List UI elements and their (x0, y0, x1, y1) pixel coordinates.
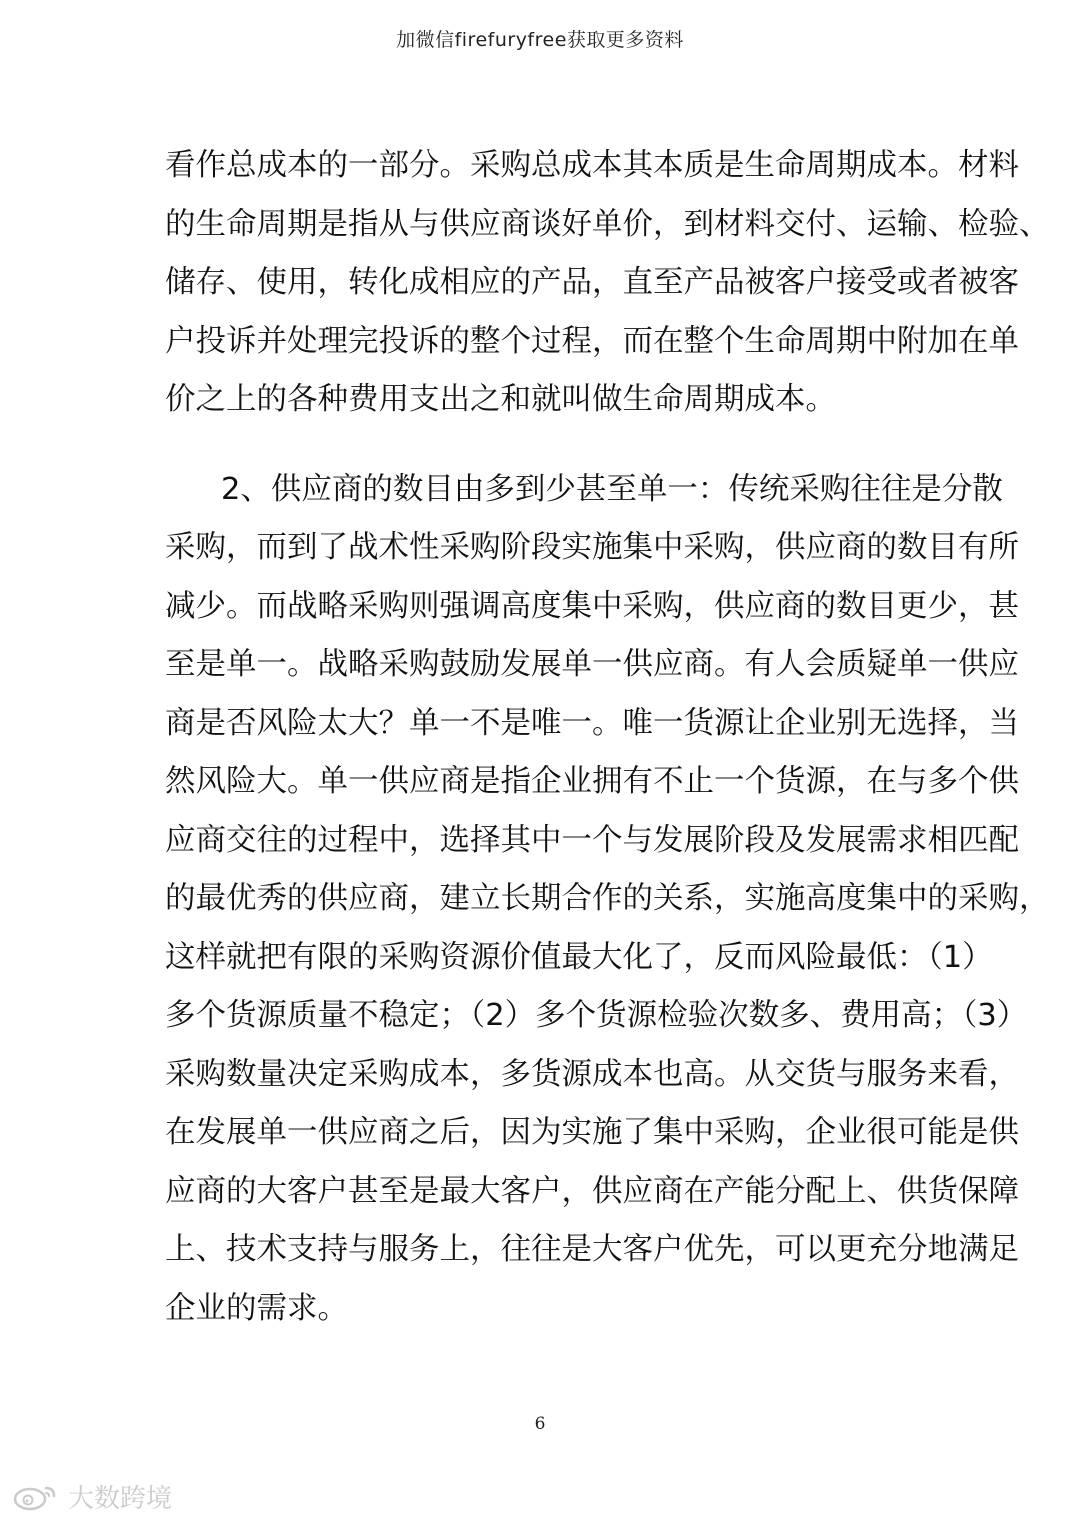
paragraph-2-line: 采购，而到了战术性采购阶段实施集中采购，供应商的数目有所 (165, 530, 1019, 565)
paragraph-1-line: 户投诉并处理完投诉的整个过程，而在整个生命周期中附加在单 (165, 323, 1019, 359)
watermark (12, 1478, 172, 1515)
paragraph-2-line: 2、供应商的数目由多到少甚至单一：传统采购往往是分散 (221, 471, 1003, 507)
paragraph-1-line: 的生命周期是指从与供应商谈好单价，到材料交付、运输、检验、 (165, 206, 1050, 242)
paragraph-1-line: 看作总成本的一部分。采购总成本其本质是生命周期成本。材料 (165, 148, 1019, 183)
paragraph-2-line: 应商交往的过程中，选择其中一个与发展阶段及发展需求相匹配 (165, 822, 1019, 858)
paragraph-2-line: 企业的需求。 (165, 1290, 348, 1326)
paragraph-2-line: 上、技术支持与服务上，往往是大客户优先，可以更充分地满足 (165, 1232, 1019, 1267)
paragraph-2-line: 应商的大客户甚至是最大客户，供应商在产能分配上、供货保障 (165, 1173, 1019, 1209)
paragraph-2-line: 多个货源质量不稳定；（2）多个货源检验次数多、费用高；（3） (165, 998, 1028, 1033)
paragraph-1-line: 价之上的各种费用支出之和就叫做生命周期成本。 (165, 382, 836, 417)
paragraph-2-line: 的最优秀的供应商，建立长期合作的关系，实施高度集中的采购， (165, 881, 1050, 916)
header-text: 加微信firefuryfree获取更多资料 (396, 29, 684, 51)
paragraph-2-line: 这样就把有限的采购资源价值最大化了，反而风险最低：（1） (165, 939, 993, 975)
paragraph-2-line: 至是单一。战略采购鼓励发展单一供应商。有人会质疑单一供应 (165, 647, 1019, 682)
page-header (0, 26, 1080, 54)
paragraph-1 (165, 137, 1050, 430)
document-body (165, 137, 1050, 1338)
page-number: 6 (534, 1414, 546, 1434)
paragraph-2 (165, 461, 1050, 1339)
paragraph-2-line: 采购数量决定采购成本，多货源成本也高。从交货与服务来看， (165, 1056, 1019, 1092)
watermark-text: 大数跨境 (68, 1484, 173, 1514)
paragraph-2-line: 然风险大。单一供应商是指企业拥有不止一个货源，在与多个供 (165, 764, 1019, 799)
paragraph-2-line: 减少。而战略采购则强调高度集中采购，供应商的数目更少，甚 (165, 588, 1019, 624)
paragraph-2-line: 在发展单一供应商之后，因为实施了集中采购，企业很可能是供 (165, 1115, 1019, 1150)
weibo-logo-icon (12, 1482, 60, 1512)
paragraph-1-line: 储存、使用，转化成相应的产品，直至产品被客户接受或者被客 (165, 265, 1019, 300)
paragraph-2-line: 商是否风险太大？单一不是唯一。唯一货源让企业别无选择，当 (165, 705, 1019, 741)
